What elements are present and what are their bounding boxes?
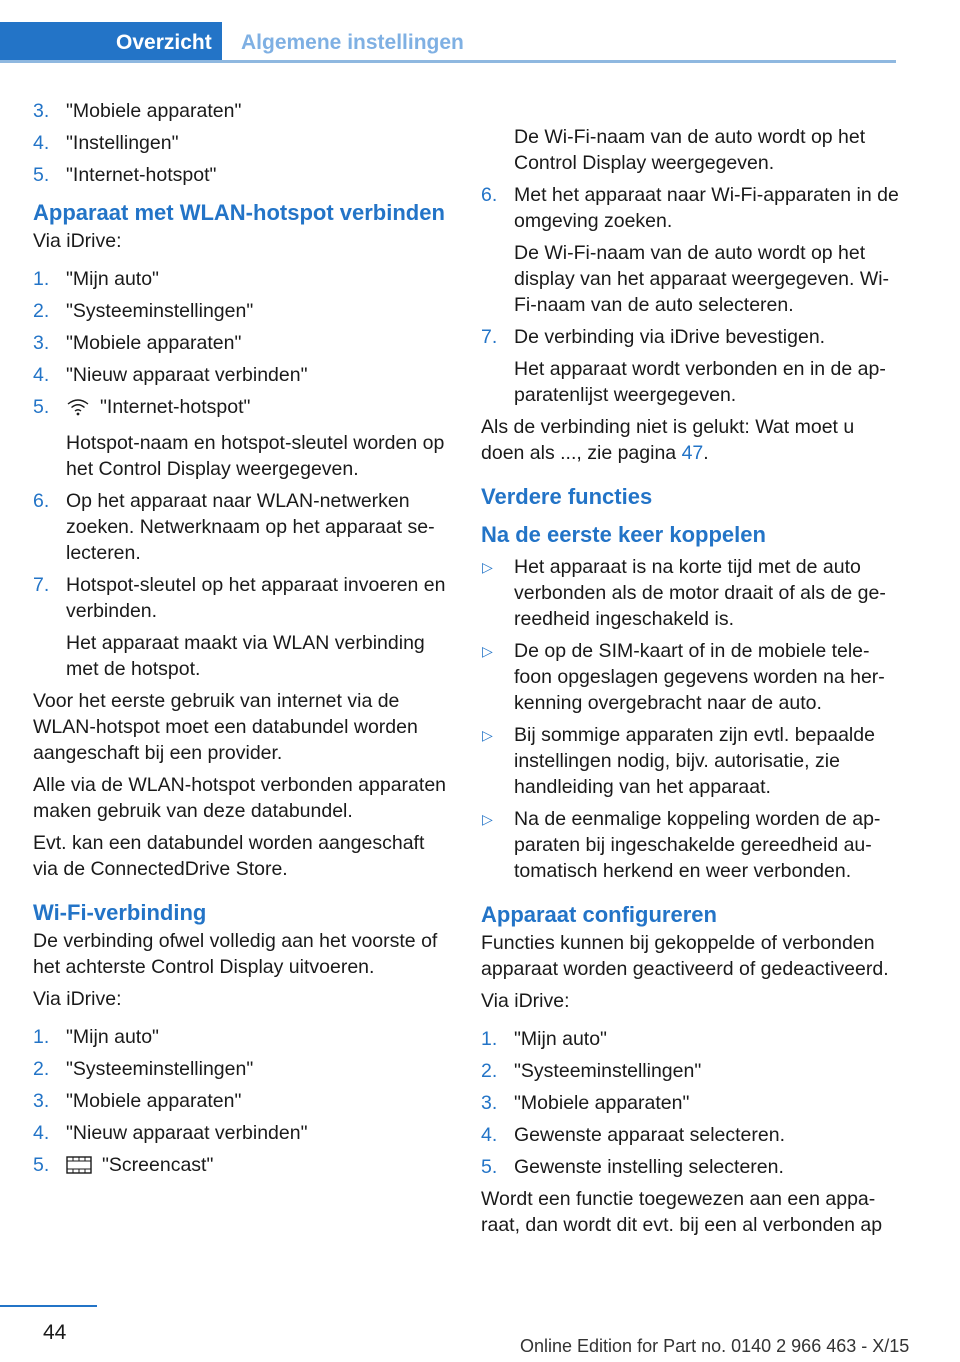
heading-wlan-hotspot: Apparaat met WLAN-hotspot verbinden — [33, 200, 445, 225]
step-text: "Internet-hotspot" — [66, 164, 217, 186]
paragraph — [481, 414, 899, 466]
step-number: 6. — [481, 183, 498, 206]
step-number: 2. — [33, 1058, 50, 1080]
paragraph-text: . — [703, 441, 709, 464]
list-item — [481, 182, 899, 318]
bullet-arrow-icon: ▷ — [482, 642, 493, 659]
step-text: Gewenste instelling selecteren. — [514, 1155, 784, 1178]
list-item — [33, 572, 451, 682]
footer-edition: Online Edition for Part no. 0140 2 966 463 - X/15 — [520, 1336, 910, 1356]
step-text: Hotspot-sleutel op het apparaat invoeren en verbinden. — [66, 574, 446, 622]
step-text: "Systeeminstellingen" — [66, 1058, 254, 1080]
step-number: 1. — [33, 1026, 50, 1048]
paragraph-text: Als de verbinding niet is gelukt: Wat moet u doen als ..., zie pagina — [481, 415, 855, 464]
step-text: "Nieuw apparaat verbinden" — [66, 1122, 308, 1144]
step-subtext: Het apparaat maakt via WLAN verbinding met de hotspot. — [66, 632, 425, 680]
bullet-text: Bij sommige apparaten zijn evtl. bepaalde instellingen nodig, bijv. autorisatie, zie handleiding van het apparaat. — [514, 723, 875, 798]
via-idrive-label: Via iDrive: — [33, 230, 122, 252]
bullet-arrow-icon: ▷ — [482, 810, 493, 827]
step-subtext: Het apparaat wordt verbonden en in de apparatenlijst weergegeven. — [514, 357, 886, 406]
list-item — [33, 1088, 451, 1114]
step-number: 5. — [33, 396, 50, 418]
step-text: "Systeeminstellingen" — [66, 300, 254, 322]
bullet-arrow-icon: ▷ — [482, 558, 493, 575]
step-number: 4. — [481, 1123, 498, 1146]
list-item — [33, 130, 451, 156]
page-number: 44 — [43, 1321, 67, 1344]
bullet-arrow-icon: ▷ — [482, 726, 493, 743]
step-text: "Mobiele apparaten" — [66, 100, 242, 122]
bullet-text: Het apparaat is na korte tijd met de auto verbonden als de motor draait of als de gereedheid ingeschakeld is. — [514, 555, 886, 630]
tab-algemene-instellingen[interactable]: Algemene instellingen — [222, 22, 482, 62]
step-text: "Mijn auto" — [514, 1027, 607, 1050]
paragraph: Functies kunnen bij gekoppelde of verbonden apparaat worden geactiveerd of gedeactiveerd. — [481, 931, 889, 980]
heading-wifi-verbinding: Wi-Fi-verbinding — [33, 900, 207, 925]
bullet-text: De op de SIM-kaart of in de mobiele telefoon opgeslagen gegevens worden na herkenning overgebracht naar de auto. — [514, 639, 885, 714]
paragraph: Evt. kan een databundel worden aangeschaft via de ConnectedDrive Store. — [33, 832, 425, 880]
step-number: 4. — [33, 364, 50, 386]
step-number: 3. — [33, 332, 50, 354]
list-item — [481, 806, 899, 884]
step-text: De verbinding via iDrive bevestigen. — [514, 325, 826, 348]
step-number: 5. — [33, 1154, 50, 1176]
paragraph: De verbinding ofwel volledig aan het voorste of het achterste Control Display uitvoeren. — [33, 930, 438, 978]
step-text: "Instellingen" — [66, 132, 179, 154]
list-item — [481, 638, 899, 716]
step-text: "Nieuw apparaat verbinden" — [66, 364, 308, 386]
step-text: "Mobiele apparaten" — [514, 1091, 690, 1114]
list-item — [33, 362, 451, 388]
via-idrive-label: Via iDrive: — [481, 989, 570, 1012]
step-number: 5. — [33, 164, 50, 186]
list-item — [33, 266, 451, 292]
step-text: Met het apparaat naar Wi-Fi-apparaten in de omgeving zoeken. — [514, 183, 899, 232]
right-column — [481, 104, 899, 1244]
list-item — [481, 324, 899, 408]
list-item — [33, 98, 451, 124]
list-item — [33, 488, 451, 566]
heading-apparaat-configureren: Apparaat configureren — [481, 901, 717, 927]
step-text: "Mijn auto" — [66, 1026, 159, 1048]
list-item — [481, 1090, 899, 1116]
list-item — [33, 1024, 451, 1050]
list-item — [33, 394, 451, 482]
list-item — [481, 722, 899, 800]
paragraph: Wordt een functie toegewezen aan een apparaat, dan wordt dit evt. bij een al verbonden ap — [481, 1187, 883, 1236]
list-item — [33, 1152, 451, 1182]
paragraph: Voor het eerste gebruik van internet via de WLAN-hotspot moet een databundel worden aangeschaft bij een provider. — [33, 690, 418, 764]
list-item — [481, 1058, 899, 1084]
list-item — [33, 1120, 451, 1146]
list-item — [481, 1026, 899, 1052]
step-text: Op het apparaat naar WLAN-netwerken zoeken. Netwerknaam op het apparaat selecteren. — [66, 490, 435, 564]
screencast-icon — [66, 1155, 92, 1182]
list-item — [481, 1154, 899, 1180]
paragraph: Alle via de WLAN-hotspot verbonden apparaten maken gebruik van deze databundel. — [33, 774, 447, 822]
step-text: "Mobiele apparaten" — [66, 1090, 242, 1112]
step-subtext: De Wi-Fi-naam van de auto wordt op het display van het apparaat weergegeven. Wi-Fi-naam van de auto selecteren. — [514, 241, 890, 316]
left-column — [33, 98, 451, 1188]
step-text: "Systeeminstellingen" — [514, 1059, 702, 1082]
step-number: 7. — [481, 325, 498, 348]
list-item — [481, 554, 899, 632]
step-text: "Internet-hotspot" — [100, 396, 251, 418]
step-number: 4. — [33, 1122, 50, 1144]
heading-verdere-functies: Verdere functies — [481, 483, 653, 509]
page-link[interactable]: 47 — [681, 441, 704, 464]
list-item — [33, 298, 451, 324]
step-number: 1. — [481, 1027, 498, 1050]
bullet-text: Na de eenmalige koppeling worden de apparaten bij ingeschakelde gereedheid automatisch herkend en weer verbonden. — [514, 807, 881, 882]
step-number: 3. — [481, 1091, 498, 1114]
step-number: 2. — [33, 300, 50, 322]
list-item — [481, 1122, 899, 1148]
step-text: Gewenste apparaat selecteren. — [514, 1123, 786, 1146]
list-item — [33, 330, 451, 356]
header-divider — [0, 60, 896, 63]
step-number: 3. — [33, 100, 50, 122]
page-header — [0, 0, 960, 62]
step-number: 6. — [33, 490, 50, 512]
via-idrive-label: Via iDrive: — [33, 988, 122, 1010]
step-number: 1. — [33, 268, 50, 290]
list-item — [33, 1056, 451, 1082]
tab-overzicht[interactable]: Overzicht — [0, 22, 222, 62]
heading-na-koppelen: Na de eerste keer koppelen — [481, 521, 766, 547]
step-subtext: De Wi-Fi-naam van de auto wordt op het Control Display weergegeven. — [514, 125, 866, 174]
step-number: 4. — [33, 132, 50, 154]
step-number: 5. — [481, 1155, 498, 1178]
step-text: "Screencast" — [102, 1154, 214, 1176]
page-number-bar — [0, 1305, 97, 1307]
wifi-icon — [66, 397, 90, 424]
step-text: "Mijn auto" — [66, 268, 159, 290]
step-number: 3. — [33, 1090, 50, 1112]
step-number: 7. — [33, 574, 50, 596]
step-subtext: Hotspot-naam en hotspot-sleutel worden op het Control Display weergegeven. — [66, 432, 445, 480]
list-item — [33, 162, 451, 188]
step-number: 2. — [481, 1059, 498, 1082]
step-text: "Mobiele apparaten" — [66, 332, 242, 354]
